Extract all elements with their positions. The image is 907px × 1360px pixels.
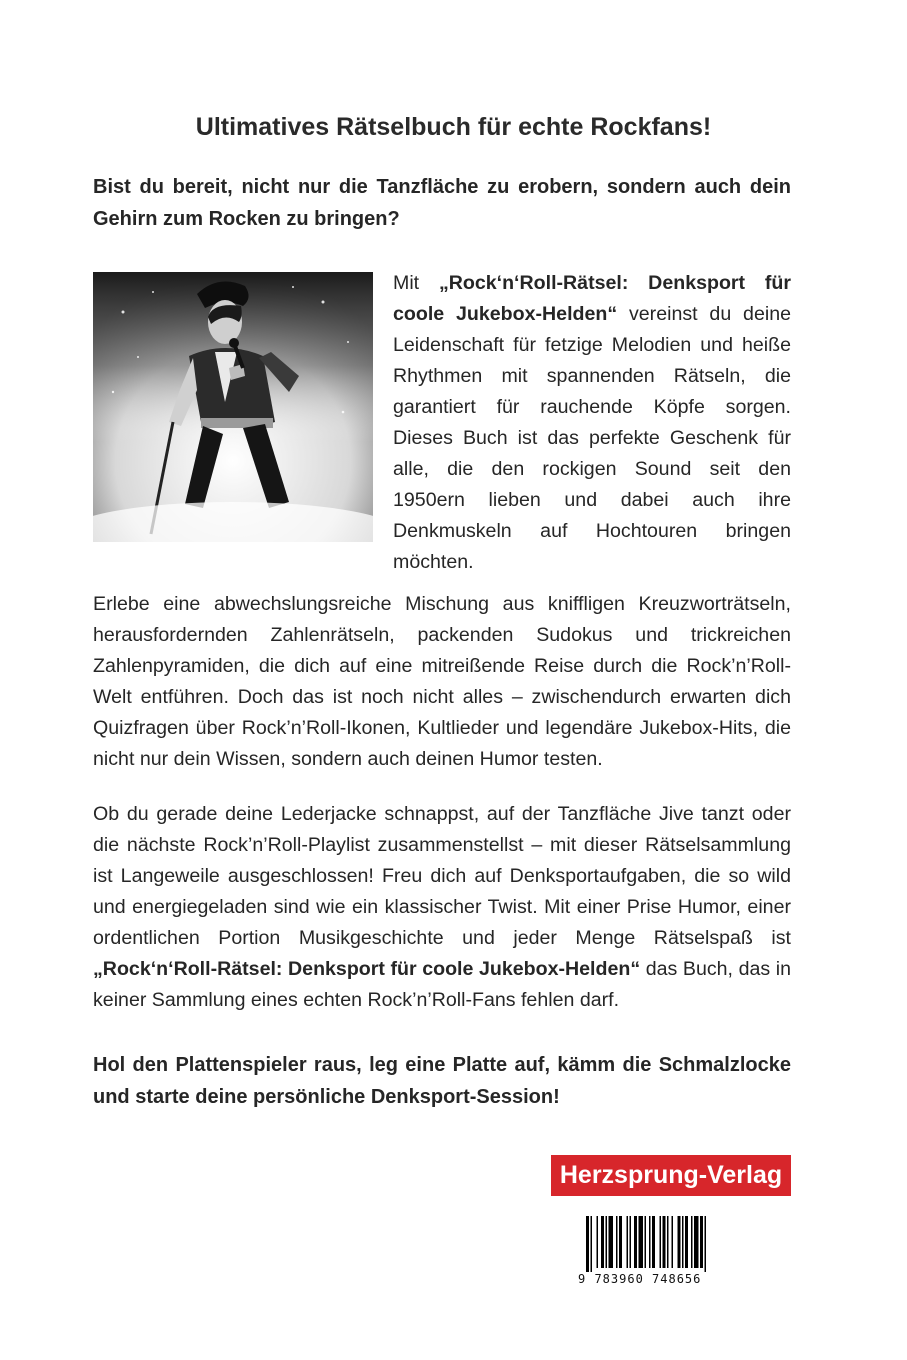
barcode-digits: 9 783960 748656 — [578, 1272, 758, 1286]
description-column — [393, 268, 791, 578]
barcode-bar — [609, 1216, 614, 1268]
barcode-bar — [694, 1216, 699, 1268]
headline: Ultimatives Rätselbuch für echte Rockfans! — [195, 113, 712, 141]
barcode-bar — [645, 1216, 647, 1268]
rock-singer-photo — [93, 272, 373, 542]
barcode-bar — [682, 1216, 684, 1268]
p3-part2: das Buch, das in keiner Sammlung eines echten Rock’n’Roll-Fans fehlen darf. — [93, 958, 792, 1011]
barcode-bar — [691, 1216, 693, 1268]
barcode-bar — [672, 1216, 674, 1268]
barcode-bar — [619, 1216, 622, 1268]
barcode-bar — [667, 1216, 669, 1268]
publisher-logo: Herzsprung-Verlag — [551, 1155, 791, 1196]
barcode-bar — [606, 1216, 608, 1268]
barcode-bar — [660, 1216, 662, 1268]
barcode-bar — [591, 1216, 593, 1272]
barcode-bar — [678, 1216, 681, 1268]
outro-paragraph: Hol den Plattenspieler raus, leg eine Platte auf, kämm die Schmalzlocke und starte deine persönliche Denksport-Session! — [93, 1054, 791, 1108]
paragraph-2: Erlebe eine abwechslungsreiche Mischung aus kniffligen Kreuzworträtseln, herausfordernden Zahlenrätseln, packenden Sudokus und trickreichen Zahlenpyramiden, die dich auf eine mitreißende Reise durch die Rock’n’Roll-Welt entführen. Doch das ist noch nicht alles – zwischendurch erwarten dich Quizfragen über Rock’n’Roll-Ikonen, Kultlieder und legendäre Jukebox-Hits, die nicht nur dein Wissen, sondern auch deinen Humor testen. — [93, 593, 791, 770]
book-title-1: „Rock‘n‘Roll-Rätsel: Denksport für coole Jukebox-Helden“ — [393, 272, 792, 325]
barcode-bar — [616, 1216, 618, 1268]
book-title-2: „Rock‘n‘Roll-Rätsel: Denksport für coole Jukebox-Helden“ — [93, 958, 641, 980]
barcode-bar — [597, 1216, 599, 1268]
col-lead: Mit — [393, 272, 439, 294]
col-rest: vereinst du deine Leidenschaft für fetzige Melodien und heiße Rhythmen mit spannenden Rätseln, die garantiert für rauchende Köpfe sorgen. Dieses Buch ist das perfekte Geschenk für alle, die den rockigen Sound seit den 1950ern lieben und dabei auch ihre Denkmuskeln auf Hochtouren bringen möchten. — [393, 303, 791, 573]
paragraph-3 — [93, 799, 791, 1016]
barcode-bar — [649, 1216, 651, 1268]
barcode-bar — [700, 1216, 703, 1268]
barcode-bar — [627, 1216, 629, 1268]
barcode-bar — [705, 1216, 707, 1272]
barcode-bar — [601, 1216, 604, 1268]
intro-paragraph: Bist du bereit, nicht nur die Tanzfläche zu erobern, sondern auch dein Gehirn zum Rocken zu bringen? — [93, 176, 791, 230]
barcode-bar — [630, 1216, 632, 1268]
barcode-bar — [685, 1216, 688, 1268]
barcode-bar — [652, 1216, 655, 1268]
barcode-bar — [586, 1216, 589, 1272]
p3-part1: Ob du gerade deine Lederjacke schnappst, auf der Tanzfläche Jive tanzt oder die nächste Rock’n’Roll-Playlist zusammenstellst – mit dieser Rätselsammlung ist Langeweile ausgeschlossen! Freu dich auf Denksportaufgaben, die so wild und energiegeladen sind wie ein klassischer Twist. Mit einer Prise Humor, einer ordentlichen Portion Musikgeschichte und jeder Menge Rätselspaß ist — [93, 803, 791, 949]
barcode-bar — [663, 1216, 666, 1268]
barcode-bar — [634, 1216, 637, 1268]
barcode-bar — [639, 1216, 644, 1268]
